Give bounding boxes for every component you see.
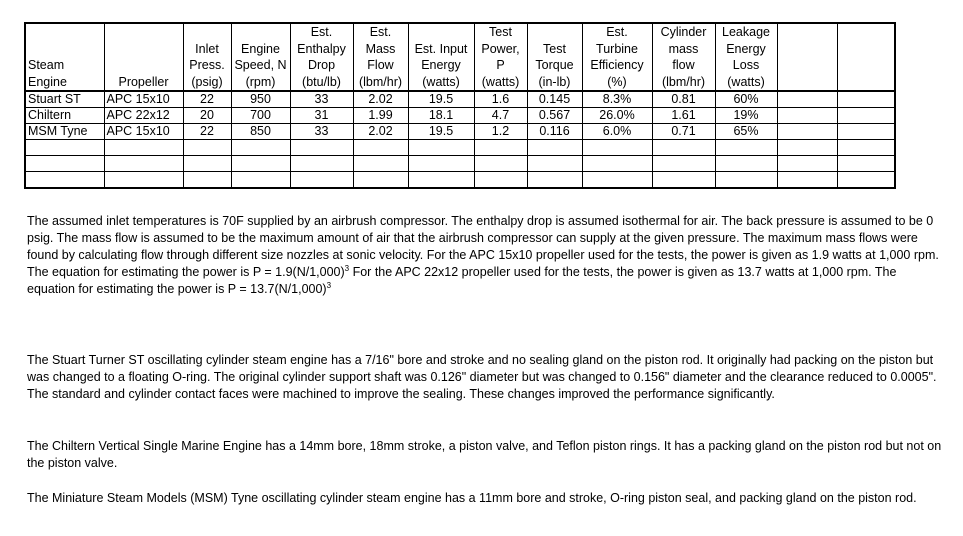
table-cell [183, 156, 231, 172]
table-cell [837, 140, 895, 156]
table-cell: 1.61 [652, 108, 715, 124]
exponent-a: 3 [344, 263, 350, 273]
msm-tyne-text: The Miniature Steam Models (MSM) Tyne oscillating cylinder steam engine has a 11mm bore and stroke, O-ring piston seal, and packing gland on the piston rod. [27, 491, 917, 505]
chiltern-text: The Chiltern Vertical Single Marine Engine has a 14mm bore, 18mm stroke, a piston valve, and Teflon piston rings. It has a packing gland on the piston rod but not on the piston valve. [27, 439, 942, 470]
table-cell [290, 156, 353, 172]
table-cell: 0.81 [652, 91, 715, 108]
table-cell [652, 140, 715, 156]
table-cell: 8.3% [582, 91, 652, 108]
column-header: Test Power, P (watts) [474, 23, 527, 91]
table-cell [353, 172, 408, 189]
table-cell: 0.567 [527, 108, 582, 124]
table-cell [474, 172, 527, 189]
table-cell [777, 91, 837, 108]
table-cell [183, 172, 231, 189]
table-cell: Stuart ST [25, 91, 104, 108]
table-cell: 18.1 [408, 108, 474, 124]
table-cell: 22 [183, 91, 231, 108]
table-cell [777, 108, 837, 124]
column-header: Inlet Press. (psig) [183, 23, 231, 91]
column-header [837, 23, 895, 91]
table-cell [474, 156, 527, 172]
table-row [25, 124, 895, 140]
table-cell [837, 91, 895, 108]
table-cell [231, 140, 290, 156]
table-cell [408, 172, 474, 189]
msm-tyne-paragraph [27, 490, 947, 507]
chiltern-paragraph [27, 438, 947, 472]
engine-test-table [24, 22, 896, 189]
table-row [25, 108, 895, 124]
table-cell [777, 172, 837, 189]
table-cell: 65% [715, 124, 777, 140]
table-cell [25, 172, 104, 189]
table-cell [777, 140, 837, 156]
table-row [25, 140, 895, 156]
table-cell [25, 156, 104, 172]
column-header: Engine Speed, N (rpm) [231, 23, 290, 91]
table-cell [582, 140, 652, 156]
table-cell: APC 15x10 [104, 124, 183, 140]
header-row [25, 23, 895, 91]
table-cell [527, 140, 582, 156]
table-cell [777, 156, 837, 172]
column-header: Cylinder mass flow (lbm/hr) [652, 23, 715, 91]
table-cell [408, 140, 474, 156]
table-cell [231, 156, 290, 172]
column-header: Leakage Energy Loss (watts) [715, 23, 777, 91]
table-cell [582, 156, 652, 172]
table-cell [837, 108, 895, 124]
column-header: Est. Mass Flow (lbm/hr) [353, 23, 408, 91]
table-cell [837, 172, 895, 189]
table-cell: 2.02 [353, 91, 408, 108]
table-cell [582, 172, 652, 189]
table-cell [353, 140, 408, 156]
table-body [25, 91, 895, 188]
table-row [25, 172, 895, 189]
table-cell [353, 156, 408, 172]
table-cell: 0.71 [652, 124, 715, 140]
column-header: Test Torque (in-lb) [527, 23, 582, 91]
table-cell: 31 [290, 108, 353, 124]
table-cell [837, 124, 895, 140]
table-cell: 0.145 [527, 91, 582, 108]
table-cell: 22 [183, 124, 231, 140]
table-cell [104, 172, 183, 189]
table-cell: 950 [231, 91, 290, 108]
table-cell: APC 22x12 [104, 108, 183, 124]
table-cell [25, 140, 104, 156]
table-cell [715, 156, 777, 172]
stuart-turner-paragraph [27, 352, 947, 403]
table-cell [104, 140, 183, 156]
engine-test-table-container [24, 22, 896, 189]
table-cell: 1.6 [474, 91, 527, 108]
table-cell: 60% [715, 91, 777, 108]
table-cell [183, 140, 231, 156]
table-cell: 0.116 [527, 124, 582, 140]
table-cell: 700 [231, 108, 290, 124]
table-cell: 1.2 [474, 124, 527, 140]
column-header: Est. Turbine Efficiency (%) [582, 23, 652, 91]
stuart-turner-text: The Stuart Turner ST oscillating cylinder steam engine has a 7/16" bore and stroke and no sealing gland on the piston rod. It originally had packing on the piston but was changed to a floating O-ring. The original cylinder support shaft was 0.126" diameter but was changed to 0.156" diameter and the clearance reduced to 0.0005". The standard and cylinder contact faces were machined to improve the sealing. These changes improved the performance significantly. [27, 353, 937, 401]
table-cell [527, 172, 582, 189]
table-cell [104, 156, 183, 172]
assumptions-paragraph [27, 213, 947, 298]
column-header: Propeller [104, 23, 183, 91]
assumptions-text-b: For the APC 22x12 propeller used for the tests, the power is given as 13.7 watts at 1,000 rpm. The equation for estimating the power is P = 13.7(N/1,000) [27, 265, 897, 296]
table-cell: MSM Tyne [25, 124, 104, 140]
table-cell: 33 [290, 91, 353, 108]
table-cell [527, 156, 582, 172]
table-cell: 6.0% [582, 124, 652, 140]
table-cell [715, 140, 777, 156]
table-cell: 26.0% [582, 108, 652, 124]
table-cell [715, 172, 777, 189]
assumptions-text-a: The assumed inlet temperatures is 70F supplied by an airbrush compressor. The enthalpy drop is assumed isothermal for air. The back pressure is assumed to be 0 psig. The mass flow is assumed to be the maximum amount of air that the airbrush compressor can supply at the given pressure. The maximum mass flows were found by calculating flow through different size nozzles at sonic velocity. For the APC 15x10 propeller used for the tests, the power is given as 1.9 watts at 1,000 rpm. The equation for estimating the power is P = 1.9(N/1,000) [27, 214, 939, 279]
table-cell: 1.99 [353, 108, 408, 124]
table-cell [777, 124, 837, 140]
table-row [25, 156, 895, 172]
table-cell [231, 172, 290, 189]
table-row [25, 91, 895, 108]
column-header [777, 23, 837, 91]
table-cell: 19% [715, 108, 777, 124]
column-header: Est. Enthalpy Drop (btu/lb) [290, 23, 353, 91]
table-cell [408, 156, 474, 172]
table-cell [290, 140, 353, 156]
table-cell: 2.02 [353, 124, 408, 140]
column-header: Steam Engine [25, 23, 104, 91]
table-cell: 4.7 [474, 108, 527, 124]
table-cell: 19.5 [408, 124, 474, 140]
table-cell: 20 [183, 108, 231, 124]
table-cell [837, 156, 895, 172]
table-cell [652, 156, 715, 172]
column-header: Est. Input Energy (watts) [408, 23, 474, 91]
table-cell: 850 [231, 124, 290, 140]
table-cell [290, 172, 353, 189]
table-header [25, 23, 895, 91]
table-cell: APC 15x10 [104, 91, 183, 108]
table-cell: 33 [290, 124, 353, 140]
table-cell [474, 140, 527, 156]
exponent-b: 3 [326, 280, 332, 290]
table-cell: Chiltern [25, 108, 104, 124]
table-cell: 19.5 [408, 91, 474, 108]
table-cell [652, 172, 715, 189]
